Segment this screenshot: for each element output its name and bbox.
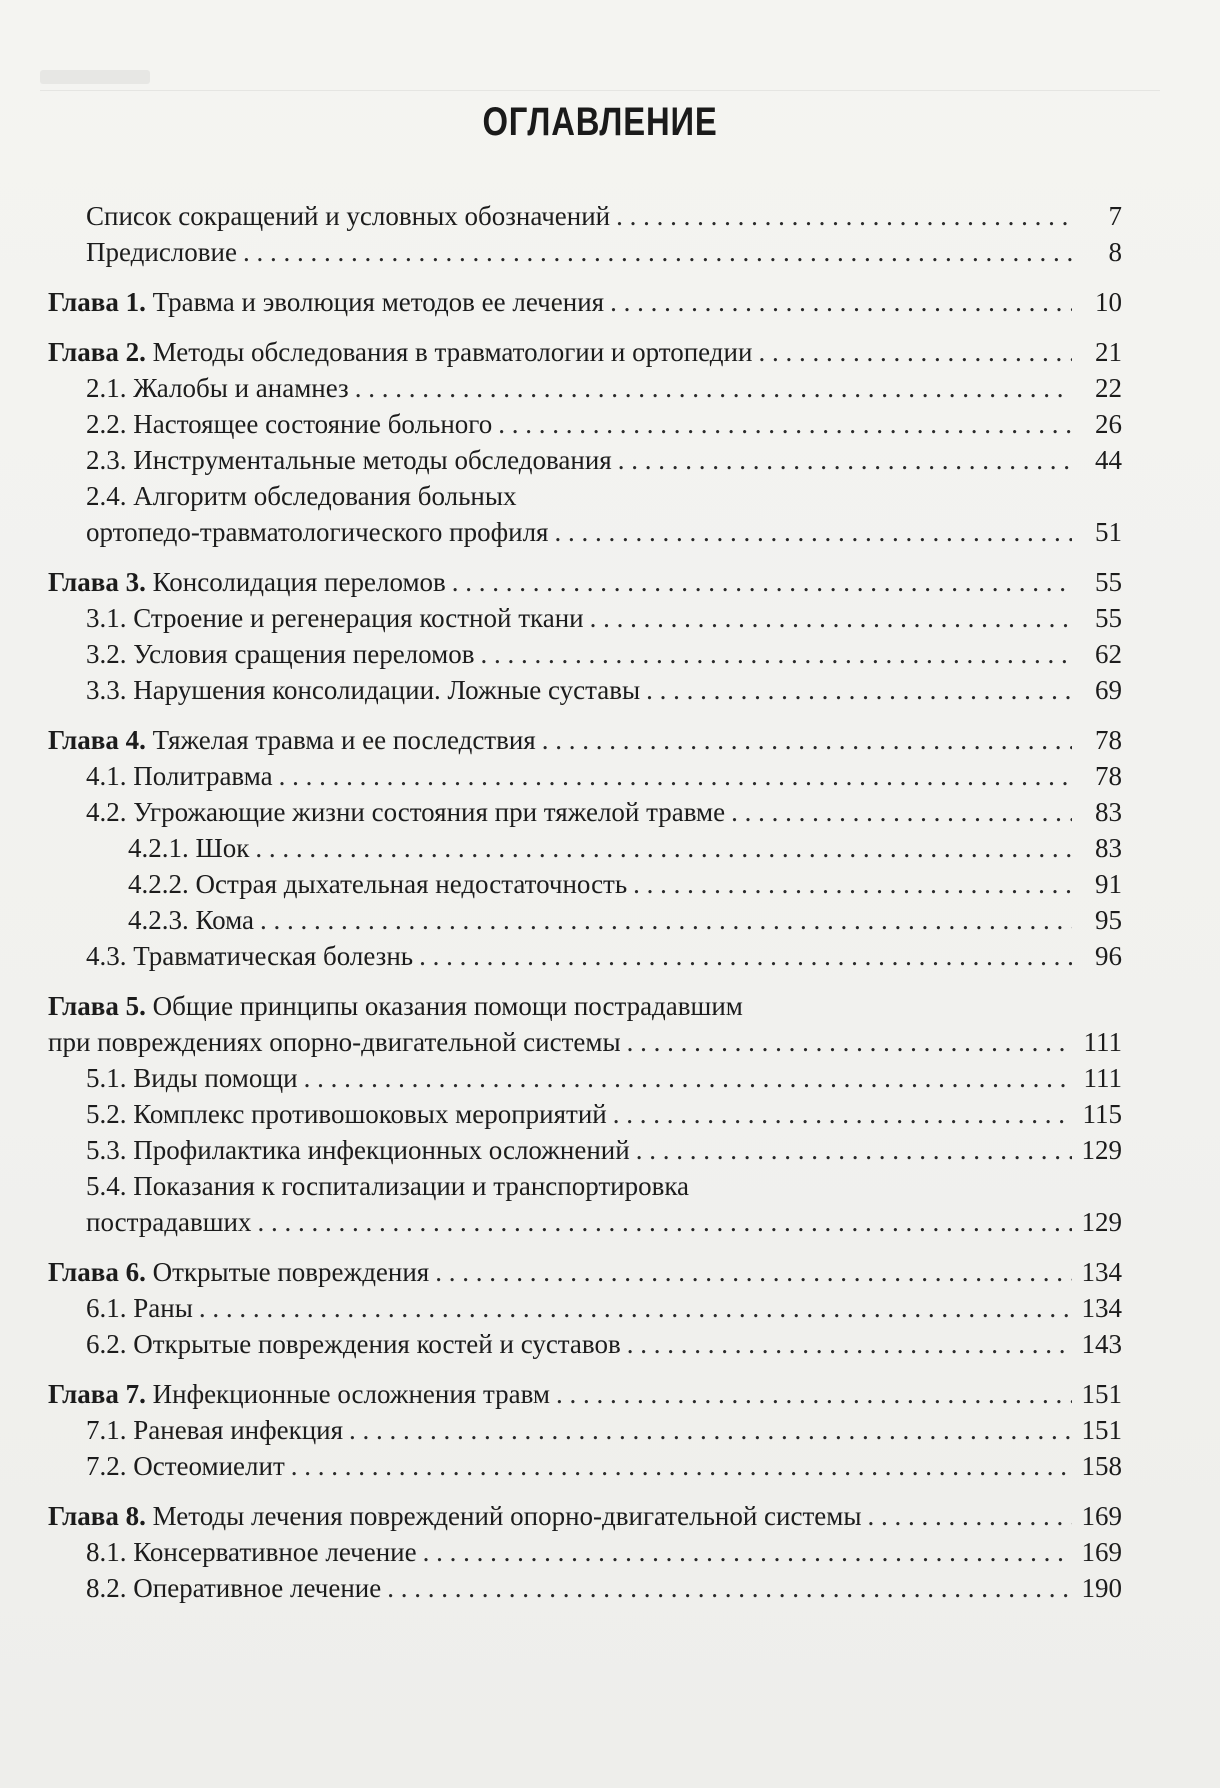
toc-row xyxy=(0,1132,1220,1168)
dot-leader xyxy=(542,722,1072,758)
toc-entry-text xyxy=(86,1534,417,1570)
toc-entry-title: при повреждениях опорно-двигательной системы xyxy=(48,1027,621,1057)
dot-leader xyxy=(731,794,1072,830)
dot-leader xyxy=(260,902,1072,938)
toc-row xyxy=(0,1534,1220,1570)
page-number: 55 xyxy=(1095,603,1122,633)
page-number: 158 xyxy=(1081,1451,1122,1481)
toc-entry-title: 4.2.2. Острая дыхательная недостаточность xyxy=(128,869,628,899)
page-number: 129 xyxy=(1081,1135,1122,1165)
page-number: 115 xyxy=(1082,1099,1122,1129)
page-number: 169 xyxy=(1081,1501,1122,1531)
table-of-contents xyxy=(0,198,1220,1606)
dot-leader xyxy=(867,1498,1072,1534)
dot-leader xyxy=(435,1254,1072,1290)
show-through-line xyxy=(40,90,1160,91)
page-number: 8 xyxy=(1108,237,1122,267)
chapter-label: Глава 1. xyxy=(48,287,146,317)
page-number: 83 xyxy=(1095,833,1122,863)
page-number: 69 xyxy=(1095,675,1122,705)
toc-entry-title: 4.3. Травматическая болезнь xyxy=(86,941,414,971)
toc-entry-title: Открытые повреждения xyxy=(152,1257,430,1287)
toc-entry-text xyxy=(86,1132,630,1168)
toc-entry-text xyxy=(86,1290,193,1326)
toc-row xyxy=(0,1060,1220,1096)
toc-entry-title: ортопедо-травматологического профиля xyxy=(86,517,549,547)
chapter-label: Глава 4. xyxy=(48,725,146,755)
page-number: 78 xyxy=(1095,725,1122,755)
toc-entry-text xyxy=(86,514,548,550)
chapter-label: Глава 7. xyxy=(48,1379,146,1409)
show-through-header xyxy=(40,70,150,84)
toc-entry-text xyxy=(86,1570,381,1606)
toc-entry-text xyxy=(86,794,725,830)
toc-entry-title: 2.3. Инструментальные методы обследования xyxy=(86,445,612,475)
toc-entry-text xyxy=(48,1024,621,1060)
dot-leader xyxy=(498,406,1072,442)
page-number: 169 xyxy=(1081,1537,1122,1567)
toc-entry-title: 2.4. Алгоритм обследования больных xyxy=(86,481,517,511)
toc-chapter-row xyxy=(0,1376,1220,1412)
page-number: 78 xyxy=(1095,761,1122,791)
toc-row xyxy=(0,478,1220,514)
toc-entry-text xyxy=(86,1326,621,1362)
toc-entry-text xyxy=(48,988,743,1024)
toc-entry-text xyxy=(86,636,474,672)
dot-leader xyxy=(423,1534,1072,1570)
toc-row xyxy=(0,370,1220,406)
toc-entry-title: 8.2. Оперативное лечение xyxy=(86,1573,382,1603)
toc-row xyxy=(0,1204,1220,1240)
toc-entry-title: 2.1. Жалобы и анамнез xyxy=(86,373,349,403)
toc-entry-title: Общие принципы оказания помощи пострадавшим xyxy=(152,991,743,1021)
page-number: 143 xyxy=(1081,1329,1122,1359)
toc-entry-title: 5.2. Комплекс противошоковых мероприятий xyxy=(86,1099,607,1129)
toc-entry-title: Травма и эволюция методов ее лечения xyxy=(152,287,605,317)
page-number: 26 xyxy=(1095,409,1122,439)
dot-leader xyxy=(304,1060,1072,1096)
page-number: 111 xyxy=(1083,1063,1122,1093)
page-number: 151 xyxy=(1081,1415,1122,1445)
toc-row xyxy=(0,902,1220,938)
toc-row xyxy=(0,1096,1220,1132)
toc-entry-text xyxy=(86,938,413,974)
page-number: 95 xyxy=(1095,905,1122,935)
dot-leader xyxy=(758,334,1072,370)
dot-leader xyxy=(199,1290,1072,1326)
dot-leader xyxy=(279,758,1072,794)
toc-entry-title: 4.2.3. Кома xyxy=(128,905,255,935)
toc-entry-title: 4.2.1. Шок xyxy=(128,833,250,863)
chapter-label: Глава 5. xyxy=(48,991,146,1021)
toc-row xyxy=(0,636,1220,672)
dot-leader xyxy=(291,1448,1072,1484)
toc-entry-title: 5.3. Профилактика инфекционных осложнений xyxy=(86,1135,630,1165)
toc-entry-title: 3.2. Условия сращения переломов xyxy=(86,639,475,669)
dot-leader xyxy=(616,198,1072,234)
page-number: 96 xyxy=(1095,941,1122,971)
toc-chapter-row xyxy=(0,1254,1220,1290)
toc-entry-text xyxy=(86,406,492,442)
chapter-label: Глава 3. xyxy=(48,567,146,597)
dot-leader xyxy=(613,1096,1072,1132)
toc-entry-text xyxy=(48,1498,861,1534)
toc-entry-text xyxy=(86,1168,689,1204)
toc-entry-text xyxy=(86,1412,343,1448)
toc-row xyxy=(0,442,1220,478)
page-number: 129 xyxy=(1081,1207,1122,1237)
dot-leader xyxy=(633,866,1072,902)
toc-entry-title: пострадавших xyxy=(86,1207,252,1237)
toc-entry-text xyxy=(128,830,249,866)
dot-leader xyxy=(618,442,1072,478)
page-number: 83 xyxy=(1095,797,1122,827)
page-number: 134 xyxy=(1081,1257,1122,1287)
dot-leader xyxy=(636,1132,1072,1168)
toc-entry-title: 6.2. Открытые повреждения костей и суставов xyxy=(86,1329,621,1359)
toc-entry-text xyxy=(128,866,627,902)
toc-entry-title: 4.1. Политравма xyxy=(86,761,273,791)
page-number: 44 xyxy=(1095,445,1122,475)
toc-entry-text xyxy=(86,442,612,478)
toc-row xyxy=(0,1412,1220,1448)
toc-entry-title: Тяжелая травма и ее последствия xyxy=(152,725,536,755)
dot-leader xyxy=(556,1376,1072,1412)
toc-entry-title: 5.1. Виды помощи xyxy=(86,1063,298,1093)
toc-entry-title: 2.2. Настоящее состояние больного xyxy=(86,409,493,439)
dot-leader xyxy=(419,938,1072,974)
dot-leader xyxy=(554,514,1072,550)
page-number: 10 xyxy=(1095,287,1122,317)
toc-row xyxy=(0,1570,1220,1606)
toc-row xyxy=(0,600,1220,636)
dot-leader xyxy=(452,564,1072,600)
toc-entry-title: Консолидация переломов xyxy=(152,567,446,597)
dot-leader xyxy=(349,1412,1072,1448)
toc-entry-text xyxy=(86,672,640,708)
dot-leader xyxy=(387,1570,1072,1606)
toc-row xyxy=(0,514,1220,550)
dot-leader xyxy=(355,370,1072,406)
page-number: 91 xyxy=(1095,869,1122,899)
toc-entry-text xyxy=(48,722,536,758)
toc-row xyxy=(0,794,1220,830)
dot-leader xyxy=(590,600,1072,636)
toc-row xyxy=(0,758,1220,794)
toc-chapter-row xyxy=(0,334,1220,370)
toc-row xyxy=(0,1024,1220,1060)
toc-entry-title: 6.1. Раны xyxy=(86,1293,193,1323)
toc-entry-title: 8.1. Консервативное лечение xyxy=(86,1537,417,1567)
toc-row xyxy=(0,1168,1220,1204)
page-number: 55 xyxy=(1095,567,1122,597)
toc-entry-text xyxy=(86,198,610,234)
toc-entry-text xyxy=(86,1060,298,1096)
toc-row xyxy=(0,672,1220,708)
toc-row xyxy=(0,866,1220,902)
toc-chapter-row xyxy=(0,722,1220,758)
toc-entry-title: Предисловие xyxy=(86,237,237,267)
dot-leader xyxy=(480,636,1072,672)
page-number: 22 xyxy=(1095,373,1122,403)
toc-entry-title: 5.4. Показания к госпитализации и транспортировка xyxy=(86,1171,690,1201)
toc-chapter-row xyxy=(0,988,1220,1024)
toc-entry-text xyxy=(48,1254,429,1290)
toc-entry-text xyxy=(48,284,604,320)
page-number: 151 xyxy=(1081,1379,1122,1409)
dot-leader xyxy=(243,234,1072,270)
toc-row xyxy=(0,830,1220,866)
toc-row xyxy=(0,1448,1220,1484)
page-number: 134 xyxy=(1081,1293,1122,1323)
toc-row xyxy=(0,938,1220,974)
toc-entry-text xyxy=(86,234,237,270)
toc-row xyxy=(0,1290,1220,1326)
page-number: 111 xyxy=(1083,1027,1122,1057)
chapter-label: Глава 8. xyxy=(48,1501,146,1531)
page-number: 51 xyxy=(1095,517,1122,547)
toc-row xyxy=(0,234,1220,270)
toc-chapter-row xyxy=(0,1498,1220,1534)
dot-leader xyxy=(257,1204,1072,1240)
toc-entry-title: Список сокращений и условных обозначений xyxy=(86,201,611,231)
toc-entry-text xyxy=(86,1204,251,1240)
toc-entry-title: 3.3. Нарушения консолидации. Ложные суставы xyxy=(86,675,641,705)
toc-entry-title: Методы обследования в травматологии и ортопедии xyxy=(152,337,753,367)
toc-entry-text xyxy=(86,1096,607,1132)
toc-entry-text xyxy=(86,370,349,406)
dot-leader xyxy=(646,672,1072,708)
chapter-label: Глава 2. xyxy=(48,337,146,367)
page-title: ОГЛАВЛЕНИЕ xyxy=(482,100,718,144)
toc-entry-title: Методы лечения повреждений опорно-двигательной системы xyxy=(152,1501,862,1531)
toc-entry-text xyxy=(48,334,752,370)
toc-entry-text xyxy=(128,902,254,938)
toc-chapter-row xyxy=(0,284,1220,320)
chapter-label: Глава 6. xyxy=(48,1257,146,1287)
dot-leader xyxy=(255,830,1072,866)
toc-entry-title: 7.2. Остеомиелит xyxy=(86,1451,285,1481)
page-number: 7 xyxy=(1108,201,1122,231)
toc-chapter-row xyxy=(0,564,1220,600)
toc-entry-text xyxy=(86,1448,285,1484)
toc-row xyxy=(0,406,1220,442)
toc-entry-text xyxy=(86,758,273,794)
page-number: 62 xyxy=(1095,639,1122,669)
toc-entry-text xyxy=(48,564,446,600)
toc-row xyxy=(0,198,1220,234)
toc-entry-text xyxy=(86,600,584,636)
toc-entry-text xyxy=(86,478,516,514)
toc-entry-title: Инфекционные осложнения травм xyxy=(152,1379,550,1409)
page-number: 21 xyxy=(1095,337,1122,367)
dot-leader xyxy=(627,1024,1072,1060)
toc-row xyxy=(0,1326,1220,1362)
dot-leader xyxy=(610,284,1072,320)
toc-entry-title: 4.2. Угрожающие жизни состояния при тяжелой травме xyxy=(86,797,726,827)
toc-entry-title: 3.1. Строение и регенерация костной ткани xyxy=(86,603,584,633)
toc-entry-title: 7.1. Раневая инфекция xyxy=(86,1415,344,1445)
page-number: 190 xyxy=(1081,1573,1122,1603)
dot-leader xyxy=(627,1326,1072,1362)
toc-entry-text xyxy=(48,1376,550,1412)
